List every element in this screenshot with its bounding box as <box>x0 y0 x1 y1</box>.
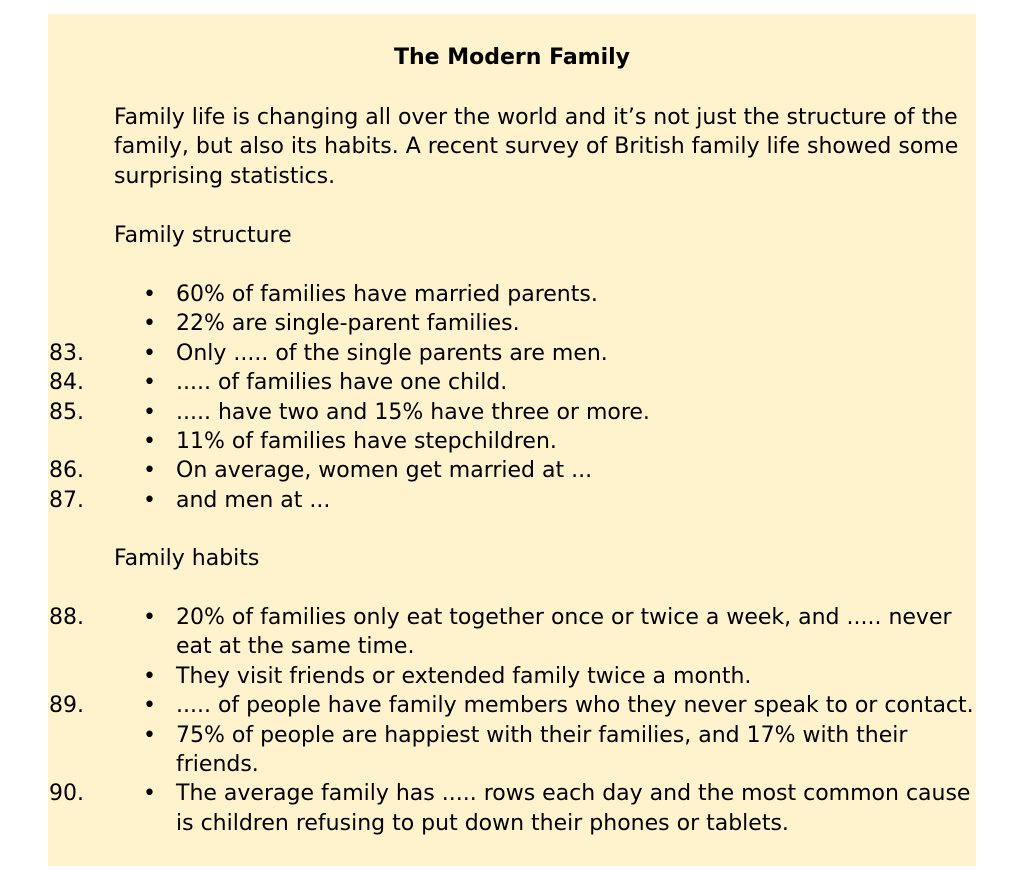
list-item <box>0 368 986 397</box>
bullet-icon: • <box>143 282 156 307</box>
list-item-text: On average, women get married at ... <box>176 458 593 484</box>
list-item <box>0 662 986 691</box>
bullet-icon: • <box>143 781 156 807</box>
list-item <box>0 721 986 780</box>
list-item-text: ..... of people have family members who they never speak to or contact. <box>176 693 974 719</box>
list-item <box>0 339 986 368</box>
bullet-icon: • <box>143 663 156 689</box>
question-number: 84. <box>49 370 84 396</box>
question-number: 90. <box>49 781 84 807</box>
list-item <box>0 603 986 662</box>
page-title: The Modern Family <box>393 45 631 70</box>
list-item <box>0 456 986 485</box>
intro-paragraph: Family life is changing all over the world and it’s not just the structure of the family, but also its habits. A recent survey of British family life showed some surprising statistics. <box>114 105 959 189</box>
question-number: 89. <box>49 693 84 719</box>
question-number: 83. <box>49 340 84 366</box>
list-item-text: They visit friends or extended family twice a month. <box>176 663 752 689</box>
bullet-icon: • <box>143 399 156 425</box>
bullet-icon: • <box>143 458 156 484</box>
list-item <box>0 691 986 720</box>
list-item-text: 75% of people are happiest with their families, and 17% with their friends. <box>176 722 908 778</box>
bullet-icon: • <box>143 429 156 455</box>
list-item-text: 60% of families have married parents. <box>176 282 598 307</box>
bullet-icon: • <box>143 605 156 630</box>
list-item-text: and men at ... <box>176 487 331 513</box>
habits-list <box>0 603 1024 838</box>
bullet-icon: • <box>143 722 156 748</box>
section-heading-structure: Family structure <box>114 223 292 248</box>
list-item-text: 22% are single-parent families. <box>176 311 520 337</box>
list-item-text: ..... of families have one child. <box>176 370 508 396</box>
bullet-icon: • <box>143 693 156 719</box>
structure-list <box>0 280 1024 515</box>
list-item-text: 11% of families have stepchildren. <box>176 429 557 455</box>
bullet-icon: • <box>143 370 156 396</box>
list-item <box>0 309 986 338</box>
list-item <box>0 280 986 309</box>
list-item <box>0 486 986 515</box>
list-item-text: ..... have two and 15% have three or more. <box>176 399 650 425</box>
question-number: 86. <box>49 458 84 484</box>
question-number: 87. <box>49 487 84 513</box>
bullet-icon: • <box>143 311 156 337</box>
list-item-text: Only ..... of the single parents are men. <box>176 340 608 366</box>
section-heading-habits: Family habits <box>114 546 260 571</box>
bullet-icon: • <box>143 487 156 513</box>
list-item <box>0 398 986 427</box>
question-number: 85. <box>49 399 84 425</box>
list-item-text: The average family has ..... rows each day and the most common cause is children refusing to put down their phones or tablets. <box>176 781 971 836</box>
question-number: 88. <box>49 605 84 630</box>
list-item-text: 20% of families only eat together once or twice a week, and ..... never eat at the same time. <box>176 605 952 660</box>
bullet-icon: • <box>143 340 156 366</box>
list-item <box>0 779 986 838</box>
list-item <box>0 427 986 456</box>
